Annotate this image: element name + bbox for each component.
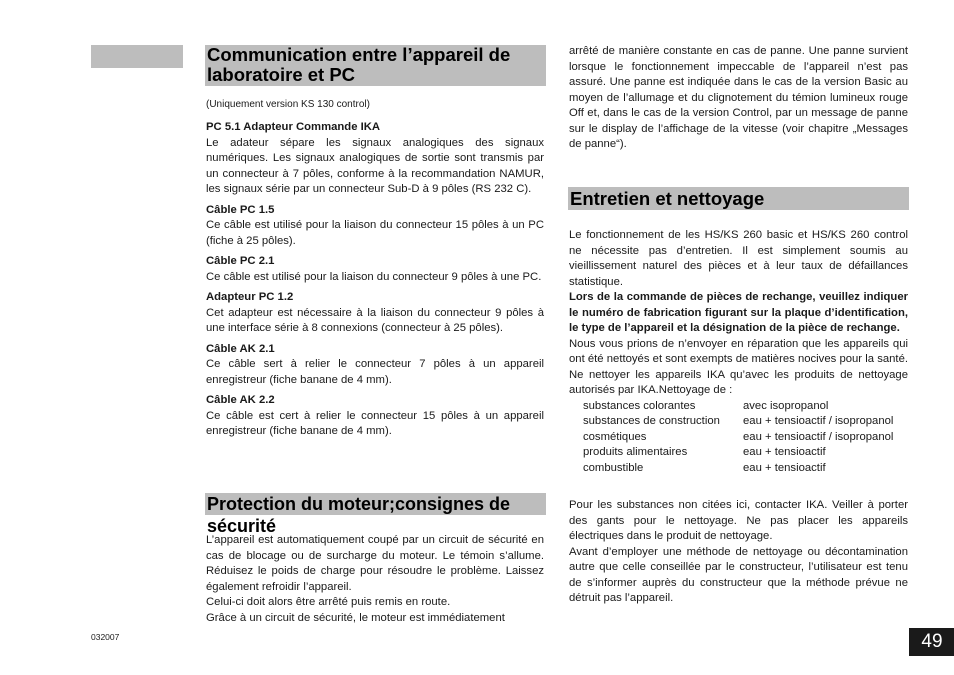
- substance-row: [569, 445, 908, 461]
- communication-body: [206, 120, 544, 440]
- entretien-paragraph: Avant d’employer une méthode de nettoyage ou décontamination autre que celle conseillée par le constructeur, l’utilisateur est tenu de s’informer auprès du constructeur que la méthode prévue ne détruit pas l’appareil.: [569, 545, 908, 604]
- protection-paragraph: arrêté de manière constante en cas de panne. Une panne survient lorsque le fonctionnement impeccable de l’appareil n’est pas assuré. Une panne est indiquée dans le cas de la version Basic au moyen de l’allumage et du clignotement du témion lumineux rouge Off et, dans le cas de la version Control, par un message de panne sur le display de l’affichage de la vitesse (voir chapitre „Messages de panne“).: [569, 45, 908, 150]
- entretien-paragraph: Nous vous prions de n’envoyer en réparation que les appareils qui ont été nettoyés et sont exempts de matières nocives pour la santé. Ne nettoyer les appareils IKA qu’avec les produits de nettoyage autorisés par IKA.Nettoyage de :: [569, 337, 908, 396]
- protection-paragraph: Grâce à un circuit de sécurité, le moteur est immédiatement: [206, 611, 505, 624]
- entretien-body: [569, 228, 908, 476]
- item-text: Ce câble sert à relier le connecteur 7 pôles à un appareil enregistreur (fiche banane de 4 mm).: [206, 358, 544, 386]
- document-code: 032007: [91, 632, 120, 642]
- substance-name: substances colorantes: [583, 399, 696, 412]
- entretien-paragraph: Pour les substances non citées ici, contacter IKA. Veiller à porter des gants pour le nettoyage. Ne pas placer les appareils électriques dans le produit de nettoyage.: [569, 499, 908, 542]
- item-text: Ce câble est utilisé pour la liaison du connecteur 15 pôles à un PC (fiche à 25 pôles).: [206, 219, 544, 247]
- entretien-paragraph: Le fonctionnement de les HS/KS 260 basic et HS/KS 260 control ne nécessite pas d’entretien. Il est simplement soumis au vieillissement naturel des pièces et à leur taux de défaillances statistique.: [569, 229, 908, 288]
- item-text: Cet adapteur est nécessaire à la liaison du connecteur 9 pôles à une interface série à 8 connexions (connecteur à 25 pôles).: [206, 306, 544, 334]
- communication-title-line2: laboratoire et PC: [207, 64, 356, 85]
- item-heading: Câble AK 2.2: [206, 394, 275, 406]
- item-heading: Adapteur PC 1.2: [206, 291, 294, 303]
- communication-title-line1: Communication entre l’appareil de: [207, 44, 511, 65]
- protection-body: [206, 533, 544, 626]
- protection-paragraph: L’appareil est automatiquement coupé par un circuit de sécurité en cas de blocage ou de surcharge du moteur. Le témoin s’allume. Réduisez le poids de charge pour résoudre le problème. Laissez également refroidir l’appareil.: [206, 534, 544, 593]
- item-heading: Câble PC 1.5: [206, 203, 275, 216]
- substance-agent: eau + tensioactif / isopropanol: [743, 415, 894, 427]
- item-text: Ce câble est utilisé pour la liaison du connecteur 9 pôles à une PC.: [206, 270, 542, 283]
- page-number: 49: [909, 628, 954, 656]
- entretien-bold-notice: Lors de la commande de pièces de rechange, veuillez indiquer le numéro de fabrication figurant sur la plaque d’identification, le type de l’appareil et la désignation de la pièce de rechange.: [569, 291, 908, 334]
- substance-row: [569, 399, 908, 415]
- substance-agent: eau + tensioactif: [743, 461, 826, 474]
- communication-title: [205, 45, 546, 86]
- item-heading: PC 5.1 Adapteur Commande IKA: [206, 121, 381, 133]
- substance-name: combustible: [583, 461, 644, 474]
- version-note: (Uniquement version KS 130 control): [206, 99, 370, 110]
- substance-name: substances de construction: [583, 415, 720, 427]
- item-text: Ce câble est cert à relier le connecteur 15 pôles à un appareil enregistreur (fiche banane de 4 mm).: [206, 409, 544, 437]
- item-heading: Câble AK 2.1: [206, 342, 275, 355]
- item-text: Le adateur sépare les signaux analogiques des signaux numériques. Les signaux analogiques de sortie sont transmis par un connecteur à 7 pôles, conforme à la recommandation NAMUR, les signaux série par un connecteur Sub-D à 9 pôles (RS 232 C).: [206, 136, 544, 195]
- protection-title: Protection du moteur;consignes de sécurité: [205, 493, 546, 515]
- substance-name: produits alimentaires: [583, 446, 688, 458]
- substance-agent: eau + tensioactif / isopropanol: [743, 430, 894, 443]
- entretien-body-continued: [569, 498, 908, 607]
- protection-paragraph: Celui-ci doit alors être arrêté puis remis en route.: [206, 596, 451, 608]
- substance-row: [569, 461, 908, 477]
- substances-table: [569, 399, 908, 477]
- protection-continuation: [569, 44, 908, 153]
- substance-row: [569, 430, 908, 446]
- header-gray-block: [91, 45, 183, 68]
- entretien-title: Entretien et nettoyage: [568, 187, 909, 210]
- substance-agent: eau + tensioactif: [743, 446, 826, 458]
- substance-row: [569, 414, 908, 430]
- item-heading: Câble PC 2.1: [206, 255, 275, 267]
- substance-name: cosmétiques: [583, 430, 647, 443]
- substance-agent: avec isopropanol: [743, 399, 829, 412]
